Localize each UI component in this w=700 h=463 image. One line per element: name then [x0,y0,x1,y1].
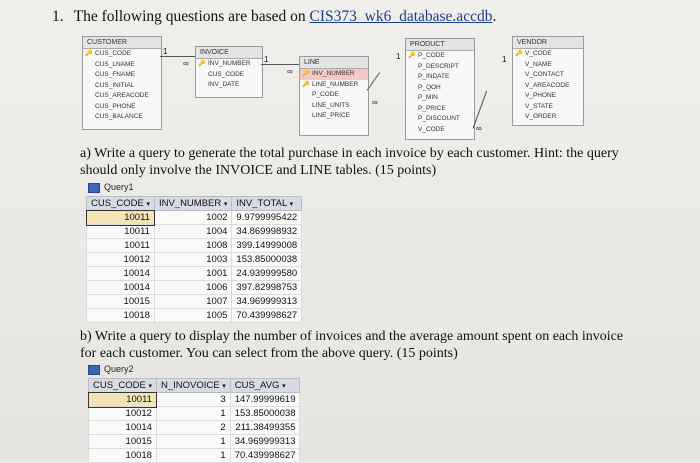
many-symbol: ∞ [287,67,293,76]
customer-field: CUS_FNAME [95,71,136,78]
cell[interactable]: 1 [156,435,230,449]
cell[interactable]: 1007 [154,295,231,309]
one-symbol: 1 [502,55,507,64]
query2-name: Query2 [104,364,134,374]
col-n-inovoice[interactable]: N_INOVOICE ▾ [156,379,230,393]
many-symbol: ∞ [183,59,189,68]
product-field: P_QOH [418,83,441,91]
product-field: 🔑 P_CODE [406,51,474,62]
customer-field: CUS_AREACODE [95,92,149,99]
sort-arrow-icon[interactable]: ▾ [282,383,286,390]
cell[interactable]: 34.969999313 [232,295,302,309]
cell[interactable]: 153.85000038 [230,407,300,421]
customer-field: CUS_INITIAL [95,81,135,89]
cell[interactable]: 1002 [154,211,231,225]
product-field: P_PRICE [418,104,446,112]
question-heading [52,8,496,26]
product-table[interactable] [405,38,475,140]
query2-results-grid[interactable] [88,378,300,463]
vendor-table-title: VENDOR [513,37,583,49]
cell[interactable]: 9.9799995422 [232,211,302,225]
table-row[interactable] [89,421,300,435]
question-number: 1. [52,8,64,25]
cell[interactable]: 10011 [87,211,155,225]
one-symbol: 1 [264,55,269,64]
customer-field: CUS_LNAME [95,60,135,68]
table-row[interactable] [87,281,302,295]
cell[interactable]: 1 [156,449,230,463]
cell[interactable]: 24.939999580 [232,267,302,281]
cell[interactable]: 1003 [154,253,231,267]
cell[interactable]: 3 [156,393,230,407]
cell[interactable]: 10011 [87,225,155,239]
vendor-field: V_ORDER [525,113,557,120]
product-field: P_MIN [418,94,438,101]
cell[interactable]: 70.439998627 [232,309,302,323]
vendor-field: V_NAME [525,60,552,68]
table-row[interactable] [89,435,300,449]
line-field: 🔑 INV_NUMBER [300,69,368,80]
query1-results-grid[interactable] [86,196,302,323]
sort-arrow-icon[interactable]: ▾ [146,201,150,208]
query1-name: Query1 [104,182,134,192]
relationship-line [160,56,195,57]
sort-arrow-icon[interactable]: ▾ [222,383,226,390]
cell[interactable]: 147.99999619 [230,393,300,407]
col-cus-code[interactable]: CUS_CODE ▾ [87,197,155,211]
table-row[interactable] [87,239,302,253]
cell[interactable]: 10015 [89,435,157,449]
query1-tab[interactable] [88,182,134,193]
line-field: LINE_UNITS [312,101,350,109]
customer-field: CUS_BALANCE [95,113,143,120]
invoice-table-title: INVOICE [196,47,262,59]
table-row[interactable] [87,295,302,309]
col-inv-number[interactable]: INV_NUMBER ▾ [154,197,231,211]
line-table[interactable] [299,56,369,136]
cell[interactable]: 10011 [89,393,157,407]
table-row[interactable] [87,211,302,225]
one-symbol: 1 [396,52,401,61]
many-symbol: ∞ [372,98,378,107]
cell[interactable]: 70.439998627 [230,449,300,463]
question-prefix: The following questions are based on [73,8,310,25]
cell[interactable]: 10012 [89,407,157,421]
vendor-field: V_STATE [525,102,553,110]
vendor-field: V_AREACODE [525,81,570,89]
cell[interactable]: 399.14999008 [232,239,302,253]
vendor-field: 🔑 V_CODE [513,49,583,60]
cell[interactable]: 10014 [87,267,155,281]
query-icon [88,183,100,193]
cell[interactable]: 10018 [87,309,155,323]
part-a-text: a) Write a query to generate the total purchase in each invoice by each customer. Hint: the query should only involve the INVOICE and LINE tables. (15 points) [80,146,619,178]
line-table-title: LINE [300,57,368,69]
query2-tab[interactable] [88,364,134,375]
many-symbol: ∞ [476,124,482,133]
product-field: P_DISCOUNT [418,115,460,122]
cell[interactable]: 10015 [87,295,155,309]
cell[interactable]: 1001 [154,267,231,281]
invoice-field: CUS_CODE [208,70,245,78]
col-cus-code[interactable]: CUS_CODE ▾ [89,379,157,393]
sort-arrow-icon[interactable]: ▾ [223,201,228,208]
table-row[interactable] [87,225,302,239]
line-field: P_CODE [312,91,339,98]
cell[interactable]: 153.85000038 [232,253,302,267]
cell[interactable]: 10018 [89,449,157,463]
table-row[interactable] [89,407,300,421]
col-cus-avg[interactable]: CUS_AVG ▾ [230,379,300,393]
cell[interactable]: 1005 [154,309,231,323]
customer-table-title: CUSTOMER [83,37,161,49]
cell[interactable]: 1008 [154,239,231,253]
cell[interactable]: 2 [156,421,230,435]
table-row[interactable] [89,449,300,463]
database-filename-link[interactable]: CIS373_wk6_database.accdb [309,8,493,25]
cell[interactable]: 10014 [89,421,157,435]
col-inv-total[interactable]: INV_TOTAL ▾ [232,197,302,211]
cell[interactable]: 10012 [87,253,155,267]
table-row[interactable] [87,253,302,267]
cell[interactable]: 1004 [154,225,231,239]
product-field: P_INDATE [418,73,450,80]
question-suffix: . [492,8,497,25]
line-field: 🔑 LINE_NUMBER [300,80,368,91]
line-field: LINE_PRICE [312,112,350,119]
cell[interactable]: 1 [156,407,230,421]
table-row[interactable] [89,393,300,407]
table-row[interactable] [87,267,302,281]
product-table-title: PRODUCT [406,39,474,51]
product-field: P_DESCRIPT [418,62,459,70]
cell[interactable]: 34.869998932 [232,225,302,239]
one-symbol: 1 [163,47,168,56]
relationship-line [261,64,299,65]
cell[interactable]: 1006 [154,281,231,295]
sort-arrow-icon[interactable]: ▾ [148,383,152,390]
customer-field: 🔑 CUS_CODE [83,49,161,60]
invoice-field: INV_DATE [208,81,240,88]
vendor-field: V_PHONE [525,92,557,99]
cell[interactable]: 34.969999313 [230,435,300,449]
product-field: V_CODE [418,125,445,133]
cell[interactable]: 10014 [87,281,155,295]
invoice-table[interactable] [195,46,263,98]
cell[interactable]: 397.82998753 [232,281,302,295]
customer-field: CUS_PHONE [95,102,136,110]
vendor-field: V_CONTACT [525,71,564,78]
customer-table[interactable] [82,36,162,130]
table-row[interactable] [87,309,302,323]
query-icon [88,365,100,375]
part-b-text: b) Write a query to display the number of invoices and the average amount spent on each invoice for each customer. You can select from the above query. (15 points) [80,329,624,361]
cell[interactable]: 10011 [87,239,155,253]
vendor-table[interactable] [512,36,584,126]
invoice-field: 🔑 INV_NUMBER [196,59,262,70]
sort-arrow-icon[interactable]: ▾ [289,201,294,208]
cell[interactable]: 211.38499355 [230,421,300,435]
